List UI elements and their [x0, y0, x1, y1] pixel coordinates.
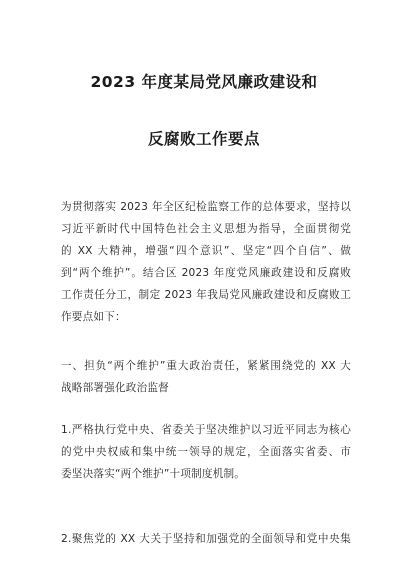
item-line: 1.严格执行党中央、省委关于坚决维护以习近平同志为核心	[61, 424, 351, 436]
intro-line: 为贯彻落实 2023 年全区纪检监察工作的总体要求，坚持以	[61, 201, 351, 213]
item-line: 的党中央权威和集中统一领导的规定，全面落实省委、市	[61, 446, 351, 458]
intro-line: 到“两个维护”。结合区 2023 年度党风廉政建设和反腐败	[61, 267, 351, 279]
list-item-1	[61, 419, 351, 485]
intro-line: 习近平新时代中国特色社会主义思想为指导，全面贯彻党	[61, 223, 351, 235]
item-line: 委坚决落实“两个维护”十项制度机制。	[61, 468, 246, 480]
item-line: 2.聚焦党的 XX 大关于坚持和加强党的全面领导和党中央集	[61, 533, 351, 545]
section-heading-1	[61, 355, 351, 399]
list-item-2	[61, 528, 351, 550]
intro-paragraph	[61, 196, 351, 328]
intro-line: 的 XX 大精神，增强“四个意识”、坚定“四个自信”、做	[61, 245, 351, 257]
heading-line: 一、担负“两个维护”重大政治责任，紧紧围绕党的 XX 大	[61, 360, 351, 372]
heading-line: 战略部署强化政治监督	[61, 382, 169, 394]
intro-line: 工作责任分工，制定 2023 年我局党风廉政建设和反腐败工	[61, 289, 351, 301]
document-title-line-2: 反腐败工作要点	[147, 130, 260, 148]
document-title-line-1: 2023 年度某局党风廉政建设和	[90, 73, 318, 91]
intro-line: 作要点如下：	[61, 311, 126, 323]
